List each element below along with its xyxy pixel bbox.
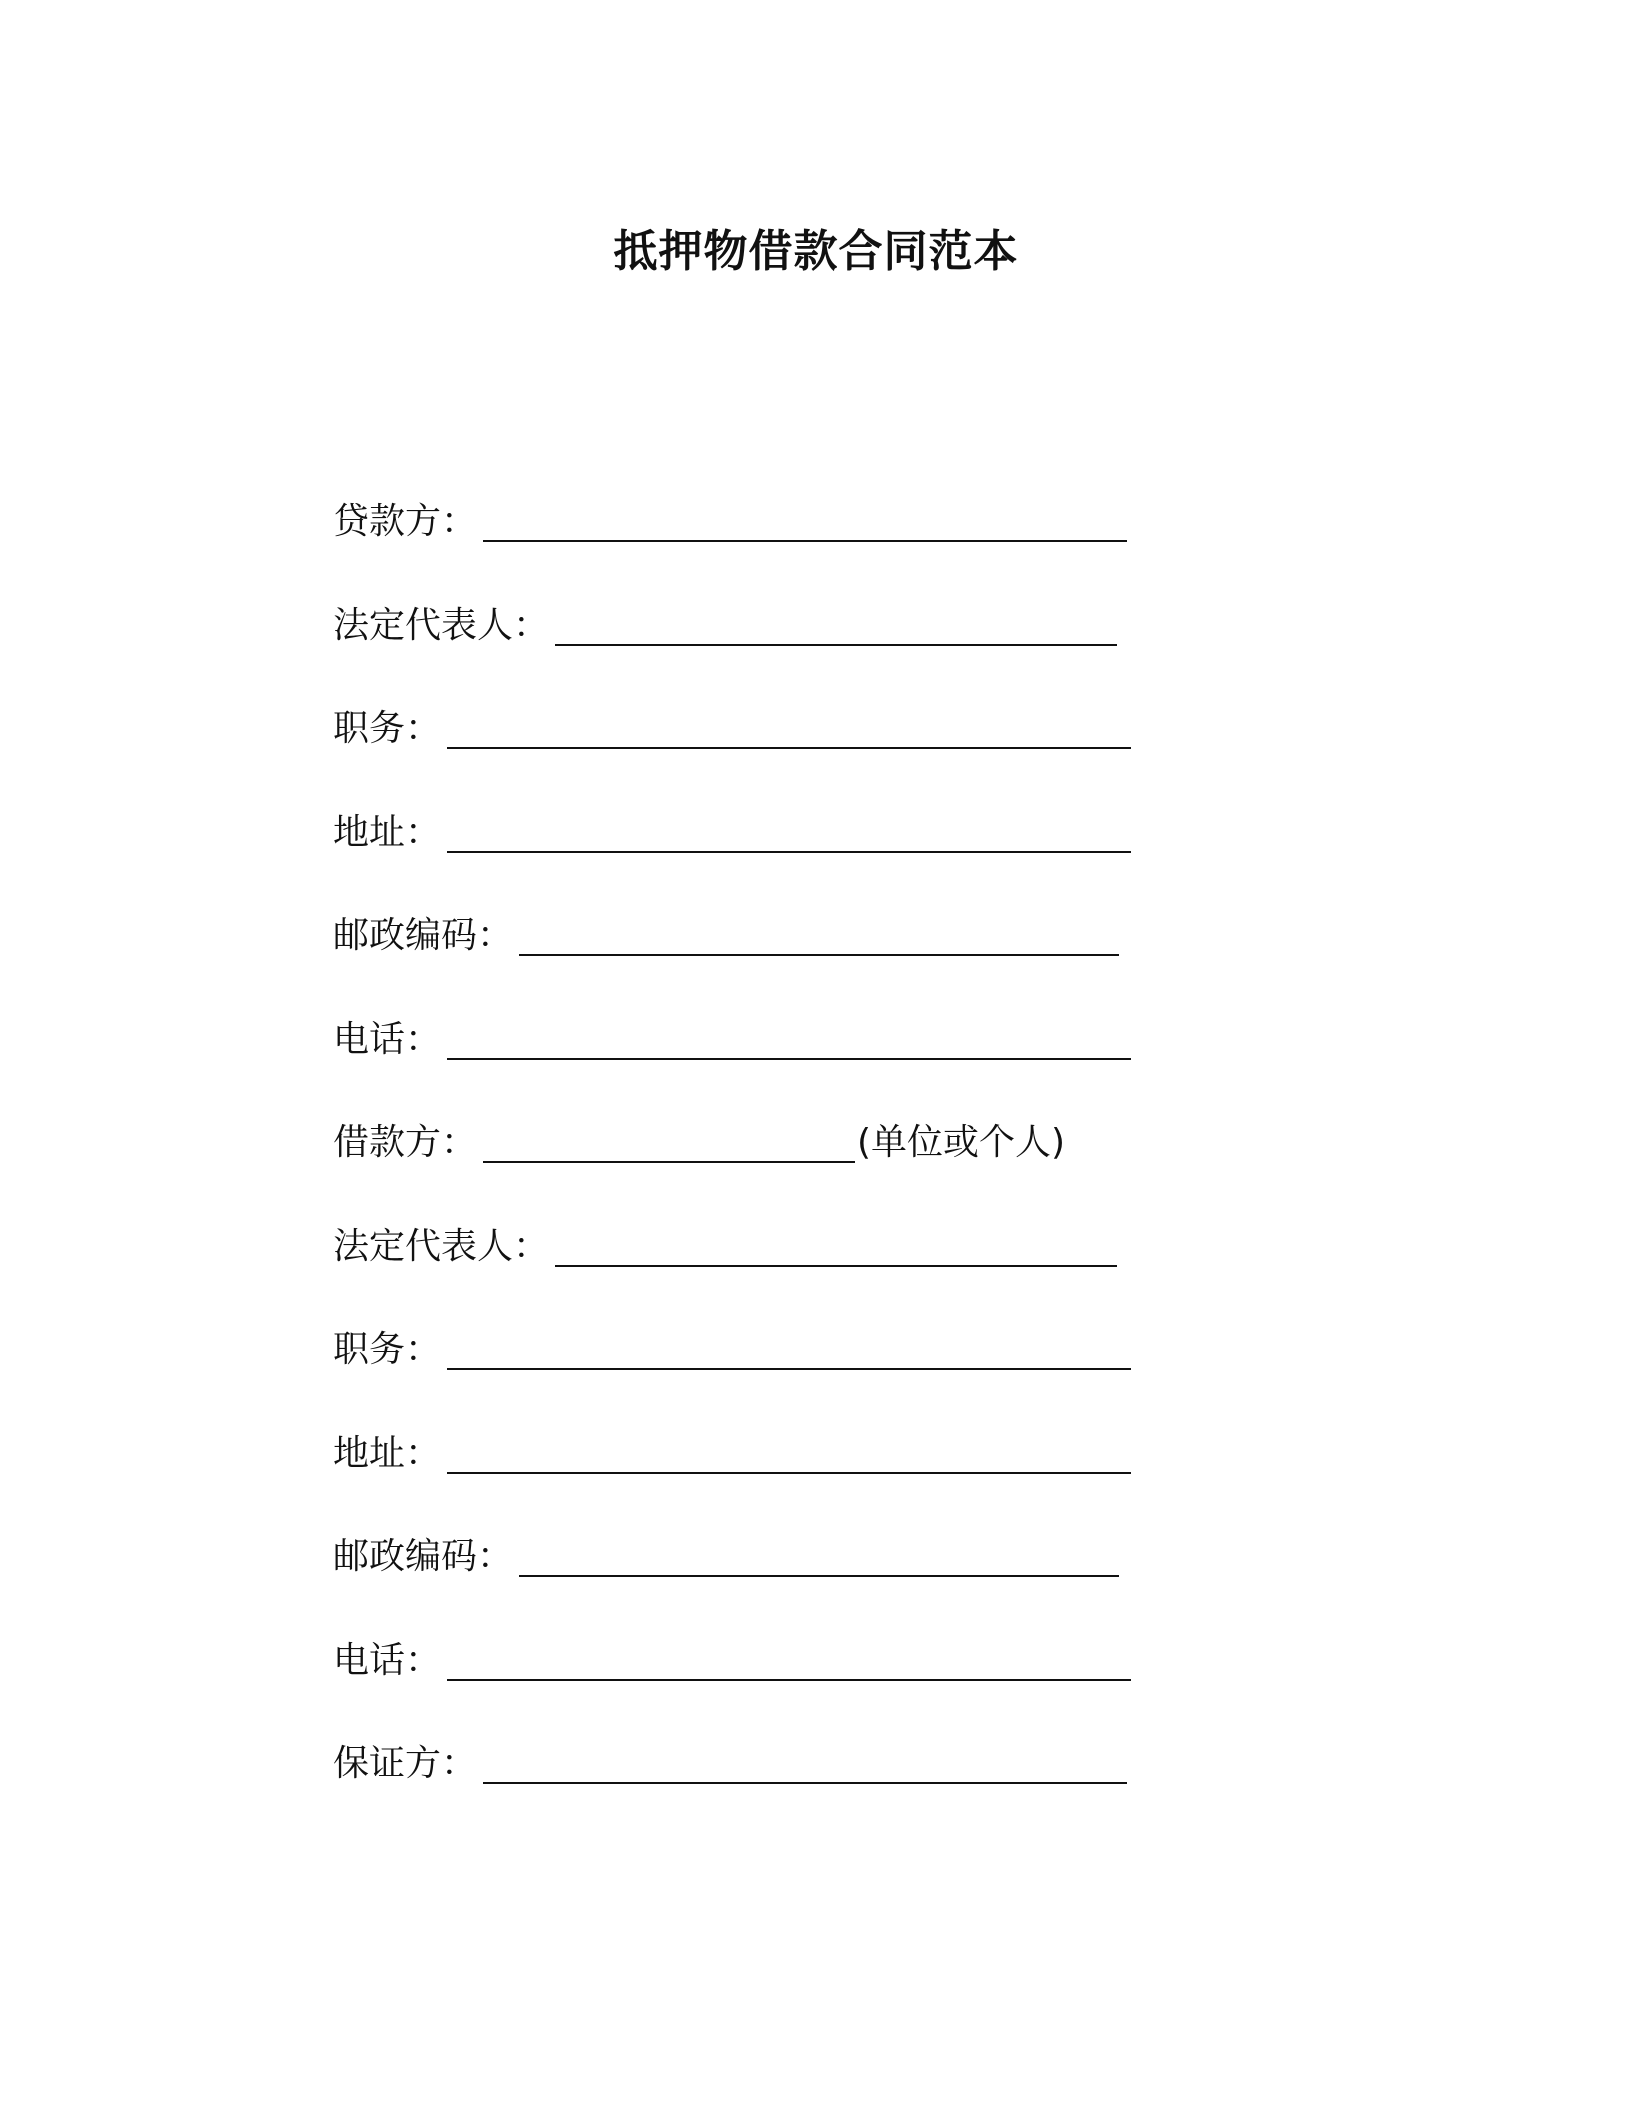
fill-in-blank[interactable] <box>555 1221 1117 1267</box>
field-colon: ： <box>477 915 514 956</box>
fill-in-blank[interactable] <box>447 1428 1131 1474</box>
field-lender-legal-rep <box>333 600 1233 704</box>
field-colon: ： <box>513 1225 550 1267</box>
field-label: 职务 <box>333 1329 406 1370</box>
field-borrower <box>333 1117 1233 1221</box>
field-borrower-phone <box>333 1635 1233 1739</box>
field-label: 邮政编码 <box>333 1536 478 1577</box>
fill-in-blank[interactable] <box>447 807 1131 853</box>
field-lender-position <box>333 703 1233 807</box>
field-colon: ： <box>405 1639 442 1681</box>
field-borrower-legal-rep <box>333 1221 1233 1325</box>
field-colon: ： <box>405 708 442 749</box>
fill-in-blank[interactable] <box>555 600 1117 646</box>
party-field-list <box>333 496 1233 1842</box>
field-borrower-postcode <box>333 1531 1233 1635</box>
field-label: 地址 <box>333 1432 406 1474</box>
field-colon: ： <box>441 1743 478 1784</box>
field-colon: ： <box>513 604 550 646</box>
fill-in-blank[interactable] <box>483 1738 1127 1784</box>
fill-in-blank[interactable] <box>483 1117 855 1163</box>
field-lender-postcode <box>333 910 1233 1014</box>
field-label: 地址 <box>333 811 406 853</box>
field-colon: ： <box>441 501 478 542</box>
field-lender-address <box>333 807 1233 911</box>
fill-in-blank[interactable] <box>447 1324 1131 1370</box>
field-label: 职务 <box>333 708 406 749</box>
field-label: 电话 <box>333 1018 406 1060</box>
field-colon: ： <box>405 1432 442 1474</box>
fill-in-blank[interactable] <box>447 1014 1131 1060</box>
field-colon: ： <box>441 1122 478 1163</box>
field-label: 法定代表人 <box>333 604 514 646</box>
field-label: 电话 <box>333 1639 406 1681</box>
fill-in-blank[interactable] <box>519 1531 1119 1577</box>
fill-in-blank[interactable] <box>447 1635 1131 1681</box>
fill-in-blank[interactable] <box>447 703 1131 749</box>
field-lender <box>333 496 1233 600</box>
field-borrower-address <box>333 1428 1233 1532</box>
fill-in-blank[interactable] <box>519 910 1119 956</box>
field-colon: ： <box>405 1018 442 1060</box>
field-colon: ： <box>405 1329 442 1370</box>
field-colon: ： <box>477 1536 514 1577</box>
field-label: 借款方 <box>333 1122 442 1163</box>
field-lender-phone <box>333 1014 1233 1118</box>
field-borrower-position <box>333 1324 1233 1428</box>
page-title: 抵押物借款合同范本 <box>613 226 1019 277</box>
fill-in-blank[interactable] <box>483 496 1127 542</box>
field-label: 贷款方 <box>333 501 442 542</box>
field-label: 法定代表人 <box>333 1225 514 1267</box>
field-guarantor <box>333 1738 1233 1842</box>
field-colon: ： <box>405 811 442 853</box>
field-label: 邮政编码 <box>333 915 478 956</box>
field-suffix: (单位或个人) <box>857 1122 1066 1163</box>
field-label: 保证方 <box>333 1743 442 1784</box>
